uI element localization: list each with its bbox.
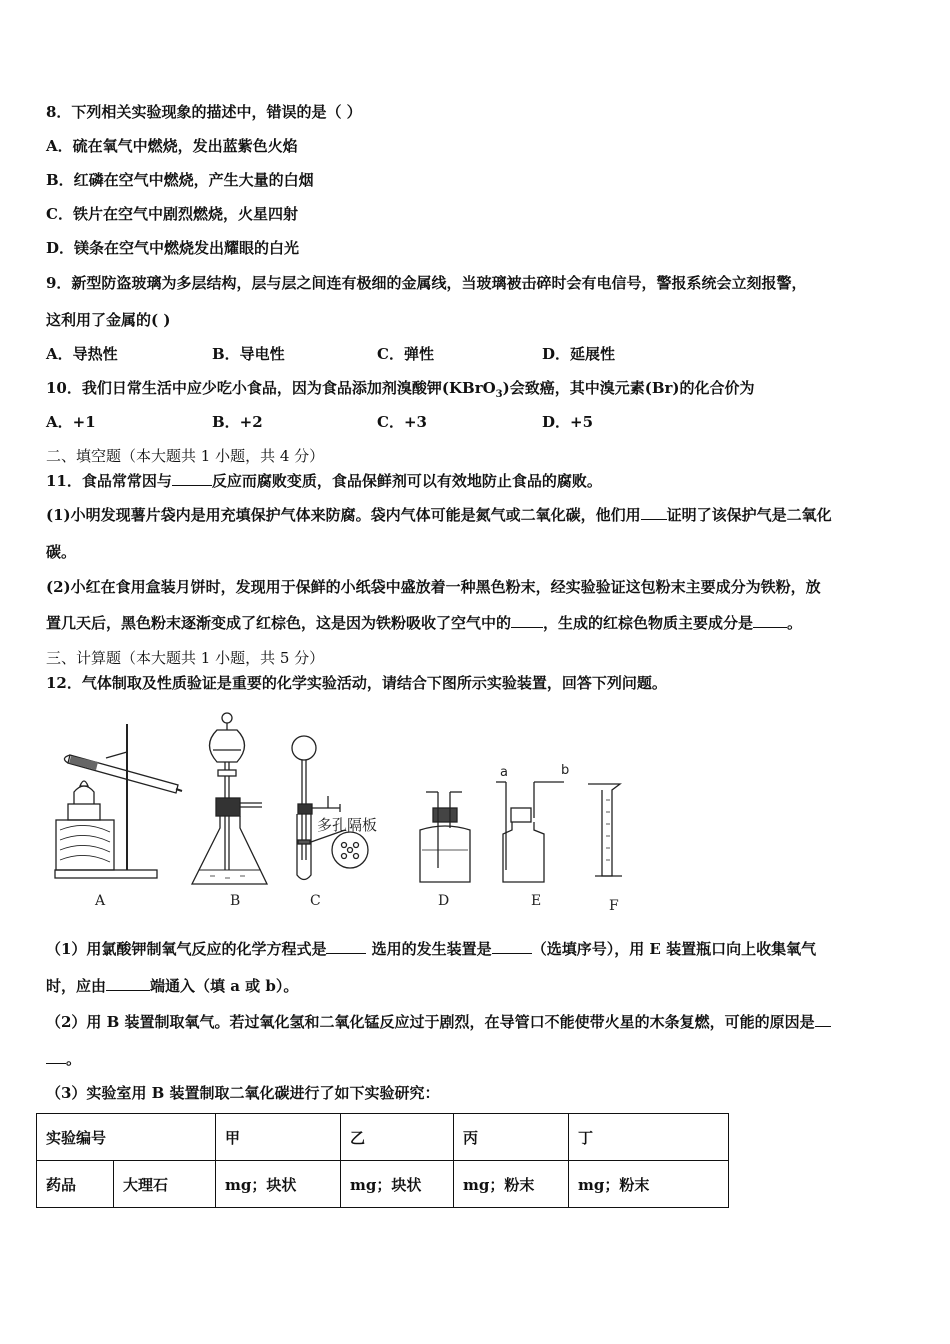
q11-stem: 11．食品常常因与 反应而腐败变质，食品保鲜剂可以有效地防止食品的腐败。: [46, 472, 602, 490]
q11-blank-1: [172, 471, 212, 486]
q12-part3: （3）实验室用 B 装置制取二氧化碳进行了如下实验研究：: [46, 1084, 440, 1102]
port-a-label: a: [500, 765, 508, 780]
apparatus-figure: [40, 700, 650, 922]
table-header-cell: 实验编号: [37, 1114, 216, 1161]
q9-option-d: D．延展性: [542, 345, 616, 363]
q8-option-c: C．铁片在空气中剧烈燃烧，火星四射: [46, 205, 298, 223]
apparatus-label-c: C: [310, 893, 321, 909]
q8-option-a: A．硫在氧气中燃烧，发出蓝紫色火焰: [46, 137, 298, 155]
q11-part1-line2: 碳。: [46, 543, 77, 561]
q10-option-c: C．+3: [377, 413, 427, 431]
q10-subscript: 3: [495, 389, 503, 400]
apparatus-b: [192, 713, 267, 884]
q8-option-b: B．红磷在空气中燃烧，产生大量的白烟: [46, 171, 314, 189]
q8-option-d: D．镁条在空气中燃烧发出耀眼的白光: [46, 239, 300, 257]
apparatus-label-f: F: [609, 898, 619, 914]
table-cell: mg；粉末: [454, 1161, 569, 1208]
q12-blank-1: [326, 939, 366, 954]
section2-title: 二、填空题（本大题共 1 小题，共 4 分）: [46, 447, 325, 465]
q12-stem: 12．气体制取及性质验证是重要的化学实验活动，请结合下图所示实验装置，回答下列问题。: [46, 674, 667, 692]
q11-part1-line1: (1)小明发现薯片袋内是用充填保护气体来防腐。袋内气体可能是氮气或二氧化碳，他们用 证明了该保护气是二氧化: [46, 506, 832, 524]
port-b-label: b: [561, 763, 570, 778]
q12-blank-3: [106, 976, 150, 991]
table-header-row: [37, 1114, 729, 1161]
q12-part2-line1: （2）用 B 装置制取氧气。若过氧化氢和二氧化锰反应过于剧烈，在导管口不能使带火星的木条复燃，可能的原因是: [46, 1012, 831, 1032]
apparatus-label-d: D: [438, 893, 450, 909]
q9-stem-line2: 这利用了金属的( ): [46, 311, 171, 329]
table-header-cell: 甲: [216, 1114, 341, 1161]
table-cell: 药品: [37, 1161, 114, 1208]
table-row: [37, 1161, 729, 1208]
q9-option-c: C．弹性: [377, 345, 434, 363]
q11-blank-4: [753, 613, 787, 628]
apparatus-label-a: A: [95, 893, 106, 909]
table-header-cell: 乙: [341, 1114, 454, 1161]
apparatus-c: [292, 736, 368, 880]
q12-part1-line1: （1）用氯酸钾制氧气反应的化学方程式是 选用的发生装置是 （选填序号），用 E 装置瓶口向上收集氧气: [46, 940, 817, 958]
apparatus-f: [588, 784, 622, 876]
table-cell: mg；块状: [216, 1161, 341, 1208]
q12-blank-5: [46, 1049, 66, 1064]
table-cell: 大理石: [114, 1161, 216, 1208]
q12-part2-line2: 。: [46, 1049, 81, 1069]
q12-part1-line2: 时，应由 端通入（填 a 或 b）。: [46, 977, 299, 995]
q9-option-b: B．导电性: [212, 345, 285, 363]
apparatus-d: [420, 792, 470, 882]
apparatus-e: [496, 782, 564, 882]
q11-blank-2: [641, 505, 667, 520]
q10-option-a: A．+1: [46, 413, 96, 431]
q9-option-a: A．导热性: [46, 345, 118, 363]
table-header-cell: 丙: [454, 1114, 569, 1161]
q12-blank-4: [815, 1012, 831, 1027]
q11-blank-3: [511, 613, 543, 628]
q11-part2-line2: 置几天后，黑色粉末逐渐变成了红棕色，这是因为铁粉吸收了空气中的 ，生成的红棕色物质主要成分是 。: [46, 614, 803, 632]
q12-blank-2: [492, 939, 532, 954]
apparatus-label-b: B: [230, 893, 241, 909]
section3-title: 三、计算题（本大题共 1 小题，共 5 分）: [46, 649, 325, 667]
table-cell: mg；块状: [341, 1161, 454, 1208]
q10-option-d: D．+5: [542, 413, 594, 431]
q8-stem: 8．下列相关实验现象的描述中，错误的是（ ）: [46, 103, 362, 121]
porous-plate-label: 多孔隔板: [317, 816, 378, 834]
q9-stem-line1: 9．新型防盗玻璃为多层结构，层与层之间连有极细的金属线，当玻璃被击碎时会有电信号，警报系统会立刻报警，: [46, 274, 807, 292]
q10-option-b: B．+2: [212, 413, 263, 431]
apparatus-label-e: E: [531, 893, 542, 909]
table-cell: mg；粉末: [569, 1161, 729, 1208]
table-header-cell: 丁: [569, 1114, 729, 1161]
q10-stem: 10．我们日常生活中应少吃小食品，因为食品添加剂溴酸钾(KBrO$_3$)会致癌，其中溴元素(Br)的化合价为: [46, 379, 755, 400]
q11-part2-line1: (2)小红在食用盒装月饼时，发现用于保鲜的小纸袋中盛放着一种黑色粉末，经实验验证这包粉末主要成分为铁粉，放: [46, 578, 821, 596]
experiment-table: [36, 1113, 729, 1208]
apparatus-a: [55, 724, 182, 878]
